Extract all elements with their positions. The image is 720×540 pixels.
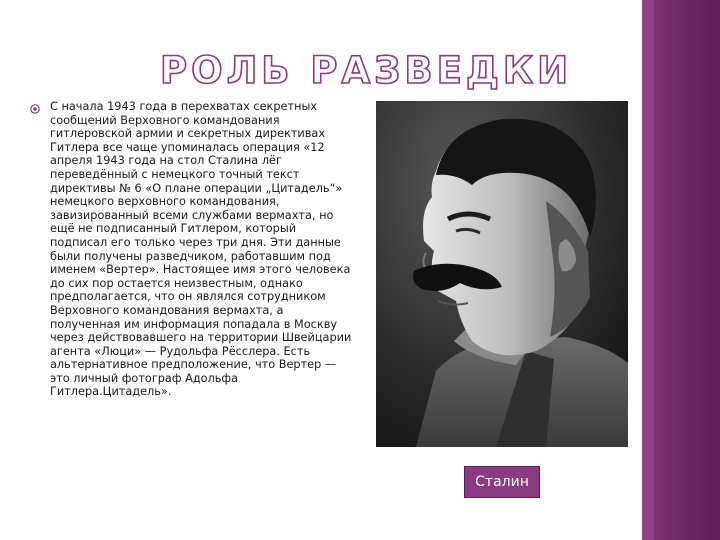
- decorative-side-bar: [642, 0, 720, 540]
- body-paragraph: С начала 1943 года в перехватах секретных сообщений Верховного командования гитлеровской армии и секретных директивах Гитлера все чаще упоминалась операция «12 апреля 1943 года на стол Сталина лёг переведённый с немецкого точный текст директивы № 6 «О плане операции „Цитадель“» немецкого верховного командования, завизированный всеми службами вермахта, но ещё не подписанный Гитлером, который подписал его только через три дня. Эти данные были получены разведчиком, работавшим под именем «Вертер». Настоящее имя этого человека до сих пор остается неизвестным, однако предполагается, что он являлся сотрудником Верховного командования вермахта, а полученная им информация попадала в Москву через действовавшего на территории Швейцарии агента «Люци» — Рудольфа Рёсслера. Есть альтернативное предположение, что Вертер — это личный фотограф Адольфа Гитлера.Цитадель».: [50, 100, 352, 399]
- body-text: [50, 100, 352, 399]
- portrait-photo: [376, 101, 628, 447]
- photo-caption: Сталин: [464, 466, 540, 498]
- slide-title: РОЛЬ РАЗВЕДКИ: [160, 49, 573, 92]
- target-bullet-icon: [30, 104, 40, 114]
